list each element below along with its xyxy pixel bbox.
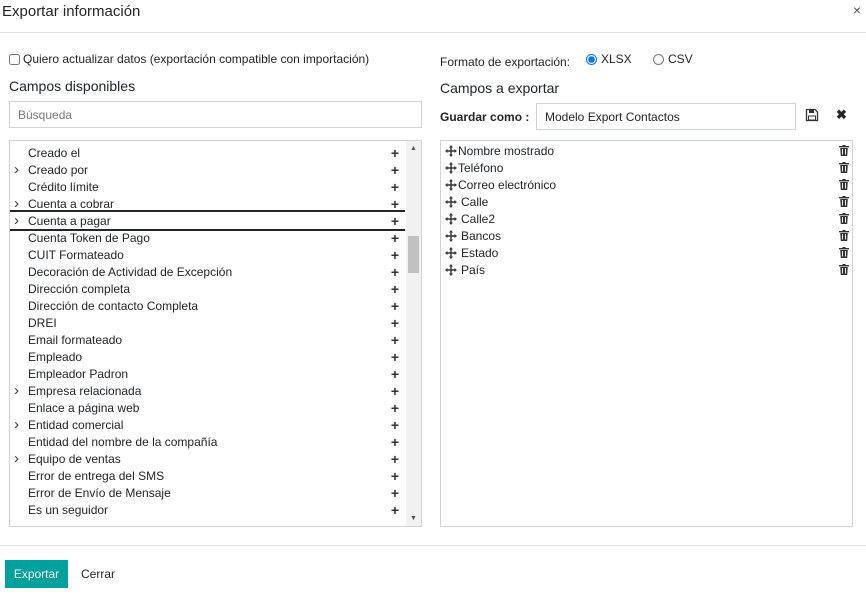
available-field-label: Cuenta a cobrar: [28, 196, 115, 211]
scroll-up-icon[interactable]: ▲: [410, 145, 417, 152]
format-radio-csv[interactable]: [653, 54, 664, 65]
plus-icon[interactable]: +: [390, 331, 400, 348]
chevron-right-icon[interactable]: ›: [14, 382, 19, 399]
export-field-row[interactable]: [441, 227, 852, 244]
plus-icon[interactable]: +: [390, 433, 400, 450]
plus-icon[interactable]: +: [390, 416, 400, 433]
plus-icon[interactable]: +: [390, 246, 400, 263]
available-field-row[interactable]: [10, 331, 405, 348]
format-option-csv[interactable]: [653, 52, 693, 66]
plus-icon[interactable]: +: [390, 501, 400, 518]
dialog-title: Exportar información: [2, 3, 141, 20]
available-field-row[interactable]: [10, 314, 405, 331]
plus-icon[interactable]: +: [390, 297, 400, 314]
plus-icon[interactable]: +: [390, 399, 400, 416]
format-option-label: XLSX: [601, 52, 632, 66]
available-field-label: Empleador Padron: [28, 366, 129, 381]
export-field-row[interactable]: [441, 261, 852, 278]
plus-icon[interactable]: +: [390, 467, 400, 484]
available-field-row[interactable]: [10, 416, 405, 433]
export-field-row[interactable]: [441, 244, 852, 261]
plus-icon[interactable]: +: [390, 484, 400, 501]
format-radio-xlsx[interactable]: [586, 54, 597, 65]
trash-icon[interactable]: [839, 230, 849, 241]
search-input[interactable]: [9, 101, 422, 128]
move-arrows-icon[interactable]: [445, 213, 457, 225]
trash-icon[interactable]: [839, 179, 849, 190]
chevron-right-icon[interactable]: ›: [14, 212, 19, 229]
available-field-row[interactable]: [10, 144, 405, 161]
export-fields-list[interactable]: [440, 140, 853, 527]
export-field-label: Calle: [461, 194, 489, 209]
available-field-row[interactable]: [10, 297, 405, 314]
available-field-row[interactable]: [10, 399, 405, 416]
move-arrows-icon[interactable]: [445, 230, 457, 242]
dialog-header: [0, 0, 866, 33]
available-field-label: Creado por: [28, 162, 89, 177]
move-arrows-icon[interactable]: [445, 162, 457, 174]
plus-icon[interactable]: +: [390, 450, 400, 467]
x-icon[interactable]: ✖: [836, 107, 847, 122]
available-field-row[interactable]: [10, 382, 405, 399]
format-option-xlsx[interactable]: [586, 52, 632, 66]
trash-icon[interactable]: [839, 196, 849, 207]
available-field-label: Crédito límite: [28, 179, 99, 194]
compat-label: Quiero actualizar datos (exportación compatible con importación): [23, 52, 370, 66]
available-field-label: Creado el: [28, 145, 81, 160]
export-field-label: Estado: [461, 245, 499, 260]
format-option-label: CSV: [668, 52, 693, 66]
move-arrows-icon[interactable]: [445, 264, 457, 276]
export-field-label: Bancos: [461, 228, 502, 243]
plus-icon[interactable]: +: [390, 314, 400, 331]
export-field-label: Teléfono: [458, 160, 504, 175]
plus-icon[interactable]: +: [390, 161, 400, 178]
available-field-label: Entidad del nombre de la compañía: [28, 434, 218, 449]
export-button[interactable]: Exportar: [5, 560, 68, 588]
plus-icon[interactable]: +: [390, 348, 400, 365]
export-field-label: Nombre mostrado: [458, 143, 555, 158]
available-field-row[interactable]: [10, 484, 405, 501]
available-field-label: Entidad comercial: [28, 417, 124, 432]
chevron-right-icon[interactable]: ›: [14, 450, 19, 467]
export-fields-heading: Campos a exportar: [440, 80, 560, 96]
available-list-scrollbar[interactable]: [406, 141, 421, 526]
plus-icon[interactable]: +: [390, 229, 400, 246]
available-field-label: Dirección completa: [28, 281, 131, 296]
export-field-row[interactable]: [441, 159, 852, 176]
trash-icon[interactable]: [839, 145, 849, 156]
plus-icon[interactable]: +: [390, 280, 400, 297]
available-field-label: Cuenta a pagar: [28, 213, 111, 228]
available-field-row[interactable]: [10, 263, 405, 280]
available-field-row[interactable]: [10, 280, 405, 297]
available-field-row[interactable]: [10, 450, 405, 467]
chevron-right-icon[interactable]: ›: [14, 161, 19, 178]
available-field-row[interactable]: [10, 348, 405, 365]
available-field-row[interactable]: [10, 178, 405, 195]
export-field-label: Calle2: [461, 211, 496, 226]
available-field-row[interactable]: [10, 467, 405, 484]
trash-icon[interactable]: [839, 213, 849, 224]
export-field-row[interactable]: [441, 176, 852, 193]
move-arrows-icon[interactable]: [445, 196, 457, 208]
available-field-label: Error de entrega del SMS: [28, 468, 165, 483]
available-field-row[interactable]: [10, 501, 405, 518]
trash-icon[interactable]: [839, 264, 849, 275]
chevron-right-icon[interactable]: ›: [14, 416, 19, 433]
available-field-label: CUIT Formateado: [28, 247, 124, 262]
available-field-label: Enlace a página web: [28, 400, 140, 415]
format-label: Formato de exportación:: [440, 55, 571, 69]
available-fields-list[interactable]: [9, 140, 422, 527]
available-field-label: Empresa relacionada: [28, 383, 142, 398]
available-fields-heading: Campos disponibles: [9, 78, 136, 94]
compat-checkbox[interactable]: [9, 54, 20, 65]
export-field-label: País: [461, 262, 486, 277]
save-as-label: Guardar como :: [440, 110, 530, 124]
available-field-label: Es un seguidor: [28, 502, 109, 517]
plus-icon[interactable]: +: [390, 365, 400, 382]
export-field-row[interactable]: [441, 210, 852, 227]
chevron-right-icon[interactable]: ›: [14, 195, 19, 212]
available-field-row[interactable]: [10, 246, 405, 263]
plus-icon[interactable]: +: [390, 144, 400, 161]
compat-option[interactable]: [9, 52, 369, 66]
available-field-row[interactable]: [10, 365, 405, 382]
trash-icon[interactable]: [839, 247, 849, 258]
floppy-disk-icon[interactable]: [805, 108, 819, 122]
move-arrows-icon[interactable]: [445, 247, 457, 259]
available-field-label: Dirección de contacto Completa: [28, 298, 199, 313]
export-field-row[interactable]: [441, 193, 852, 210]
close-icon[interactable]: ×: [852, 2, 861, 18]
plus-icon[interactable]: +: [390, 178, 400, 195]
export-field-label: Correo electrónico: [458, 177, 557, 192]
plus-icon[interactable]: +: [390, 382, 400, 399]
available-field-label: DREI: [28, 315, 57, 330]
available-field-row[interactable]: [10, 161, 405, 178]
trash-icon[interactable]: [839, 162, 849, 173]
available-field-row[interactable]: [10, 210, 405, 231]
available-field-label: Decoración de Actividad de Excepción: [28, 264, 233, 279]
available-field-row[interactable]: [10, 229, 405, 246]
move-arrows-icon[interactable]: [445, 179, 457, 191]
move-arrows-icon[interactable]: [445, 145, 457, 157]
dialog-footer: [0, 545, 866, 604]
available-field-label: Email formateado: [28, 332, 123, 347]
available-field-label: Error de Envío de Mensaje: [28, 485, 171, 500]
scroll-down-icon[interactable]: ▼: [410, 515, 417, 522]
scroll-thumb[interactable]: [408, 236, 419, 273]
plus-icon[interactable]: +: [390, 212, 400, 229]
close-button[interactable]: Cerrar: [75, 560, 121, 588]
available-field-row[interactable]: [10, 433, 405, 450]
plus-icon[interactable]: +: [390, 263, 400, 280]
available-field-label: Equipo de ventas: [28, 451, 121, 466]
available-field-label: Empleado: [28, 349, 83, 364]
export-field-row[interactable]: [441, 142, 852, 159]
plus-icon[interactable]: +: [390, 195, 400, 212]
available-field-label: Cuenta Token de Pago: [28, 230, 150, 245]
template-name-input[interactable]: [536, 103, 796, 130]
